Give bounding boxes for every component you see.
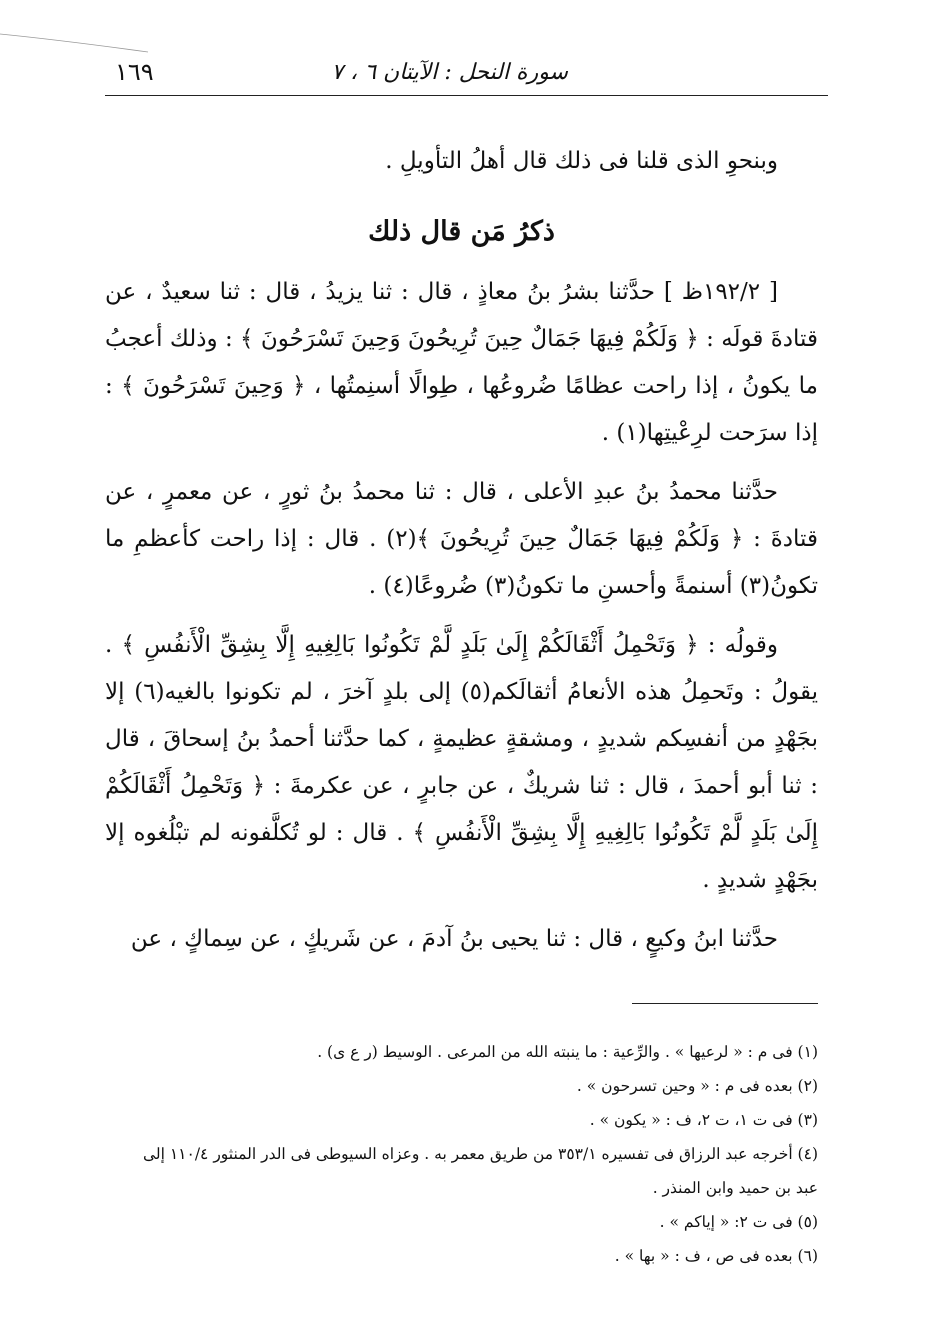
scan-artifact-line: [0, 30, 150, 60]
footnote-4: (٤) أخرجه عبد الرزاق فى تفسيره ٣٥٣/١ من طريق معمر به . وعزاه السيوطى فى الدر المنثور ١١٠/٤ إلى: [142, 1145, 818, 1163]
main-text: [105, 138, 818, 975]
page-number: ١٦٩: [115, 58, 154, 86]
footnote-3: (٣) فى ت ١، ت ٢، ف : « يكون » .: [589, 1111, 818, 1129]
paragraph-1: [ ١٩٢/٢ظ ] حدَّثنا بشرُ بنُ معاذٍ ، قال : ثنا يزيدُ ، قال : ثنا سعيدٌ ، عن قتادةَ قولَه : ﴿ وَلَكُمْ فِيهَا جَمَالٌ حِينَ تُرِيحُونَ وَحِينَ تَسْرَحُونَ ﴾ : وذلك أعجبُ ما يكونُ ، إذا راحت عظامًا ضُروعُها ، طِوالًا أسنِمتُها ، ﴿ وَحِينَ تَسْرَحُونَ ﴾ : إذا سرَحت لرِعْيتِها(١) .: [105, 279, 818, 446]
footnote-1: (١) فى م : « لرعيها » . والرِّعية : ما ينبته الله من المرعى . الوسيط (ر ع ى) .: [317, 1043, 818, 1061]
footnote-2: (٢) بعده فى م : « وحين تسرحون » .: [576, 1077, 818, 1095]
header-title: سورة النحل : الآيتان ٦ ، ٧: [331, 60, 568, 85]
running-header: [105, 58, 828, 94]
header-divider: [105, 95, 828, 96]
footnote-6: (٦) بعده فى ص ، ف : « بها » .: [614, 1247, 818, 1265]
section-heading: ذكرُ مَن قال ذلك: [368, 216, 555, 247]
intro-sentence: وبنحوِ الذى قلنا فى ذلك قال أهلُ التأويلِ .: [385, 148, 778, 174]
footnote-divider: [632, 1003, 818, 1004]
paragraph-4: حدَّثنا ابنُ وكيعٍ ، قال : ثنا يحيى بنُ آدمَ ، عن شَريكٍ ، عن سِماكٍ ، عن: [130, 926, 778, 952]
footnotes: [105, 1035, 818, 1273]
footnote-5: (٥) فى ت ٢: « إياكم » .: [659, 1213, 818, 1231]
footnote-4-continued: عبد بن حميد وابن المنذر .: [652, 1179, 818, 1197]
paragraph-3: وقولُه : ﴿ وَتَحْمِلُ أَثْقَالَكُمْ إِلَىٰ بَلَدٍ لَّمْ تَكُونُوا بَالِغِيهِ إِلَّا بِشِقِّ الْأَنفُسِ ﴾ . يقولُ : وتَحمِلُ هذه الأنعامُ أثقالَكم(٥) إلى بلدٍ آخرَ ، لم تكونوا بالغيه(٦) إلا بجَهْدٍ من أنفسِكم شديدٍ ، ومشقةٍ عظيمةٍ ، كما حدَّثنا أحمدُ بنُ إسحاقَ ، قال : ثنا أبو أحمدَ ، قال : ثنا شريكٌ ، عن جابرٍ ، عن عكرمةَ : ﴿ وَتَحْمِلُ أَثْقَالَكُمْ إِلَىٰ بَلَدٍ لَّمْ تَكُونُوا بَالِغِيهِ إِلَّا بِشِقِّ الْأَنفُسِ ﴾ . قال : لو تُكلَّفونه لم تبْلُغوه إلا بجَهْدٍ شديدٍ .: [105, 632, 818, 893]
paragraph-2: حدَّثنا محمدُ بنُ عبدِ الأعلى ، قال : ثنا محمدُ بنُ ثورٍ ، عن معمرٍ ، عن قتادةَ : ﴿ وَلَكُمْ فِيهَا جَمَالٌ حِينَ تُرِيحُونَ ﴾(٢) . قال : إذا راحت كأعظمِ ما تكونُ(٣) أسنمةً وأحسنِ ما تكونُ(٣) ضُروعًا(٤) .: [105, 479, 818, 599]
